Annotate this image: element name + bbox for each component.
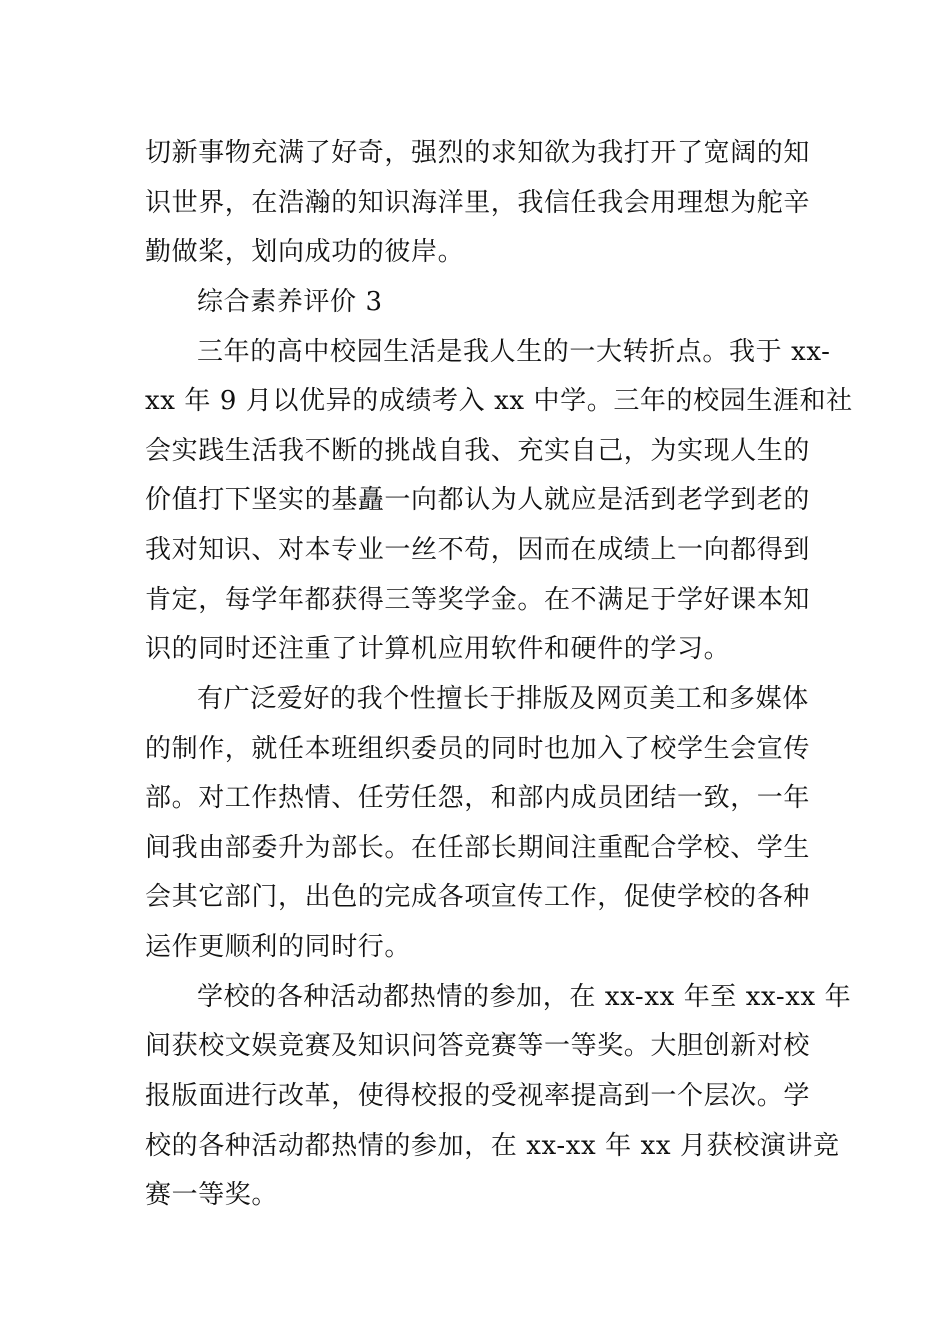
section-heading: 综合素养评价 3: [197, 287, 383, 317]
paragraph-first-line: 学校的各种活动都热情的参加，在 xx-xx 年至 xx-xx 年: [197, 982, 852, 1012]
text-line: 部。对工作热情、任劳任怨，和部内成员团结一致，一年: [145, 783, 811, 813]
text-line: 赛一等奖。: [145, 1180, 279, 1210]
text-line: 勤做桨，划向成功的彼岸。: [145, 237, 465, 267]
text-line: xx 年 9 月以优异的成绩考入 xx 中学。三年的校园生涯和社: [145, 386, 853, 416]
text-line: 我对知识、对本专业一丝不苟，因而在成绩上一向都得到: [145, 535, 811, 565]
text-line: 切新事物充满了好奇，强烈的求知欲为我打开了宽阔的知: [145, 138, 811, 168]
text-line: 会实践生活我不断的挑战自我、充实自己，为实现人生的: [145, 436, 811, 466]
paragraph-first-line: 有广泛爱好的我个性擅长于排版及网页美工和多媒体: [197, 684, 809, 714]
text-line: 会其它部门，出色的完成各项宣传工作，促使学校的各种: [145, 882, 811, 912]
text-line: 的制作，就任本班组织委员的同时也加入了校学生会宣传: [145, 734, 811, 764]
text-line: 运作更顺利的同时行。: [145, 932, 412, 962]
text-line: 间获校文娱竞赛及知识问答竞赛等一等奖。大胆创新对校: [145, 1031, 811, 1061]
text-line: 价值打下坚实的基矗一向都认为人就应是活到老学到老的: [145, 485, 811, 515]
text-line: 间我由部委升为部长。在任部长期间注重配合学校、学生: [145, 833, 811, 863]
text-line: 识世界，在浩瀚的知识海洋里，我信任我会用理想为舵辛: [145, 188, 811, 218]
text-line: 报版面进行改革，使得校报的受视率提高到一个层次。学: [145, 1081, 811, 1111]
text-line: 识的同时还注重了计算机应用软件和硬件的学习。: [145, 634, 731, 664]
paragraph-first-line: 三年的高中校园生活是我人生的一大转折点。我于 xx-: [197, 337, 831, 367]
text-line: 校的各种活动都热情的参加，在 xx-xx 年 xx 月获校演讲竞: [145, 1131, 840, 1161]
text-line: 肯定，每学年都获得三等奖学金。在不满足于学好课本知: [145, 585, 811, 615]
